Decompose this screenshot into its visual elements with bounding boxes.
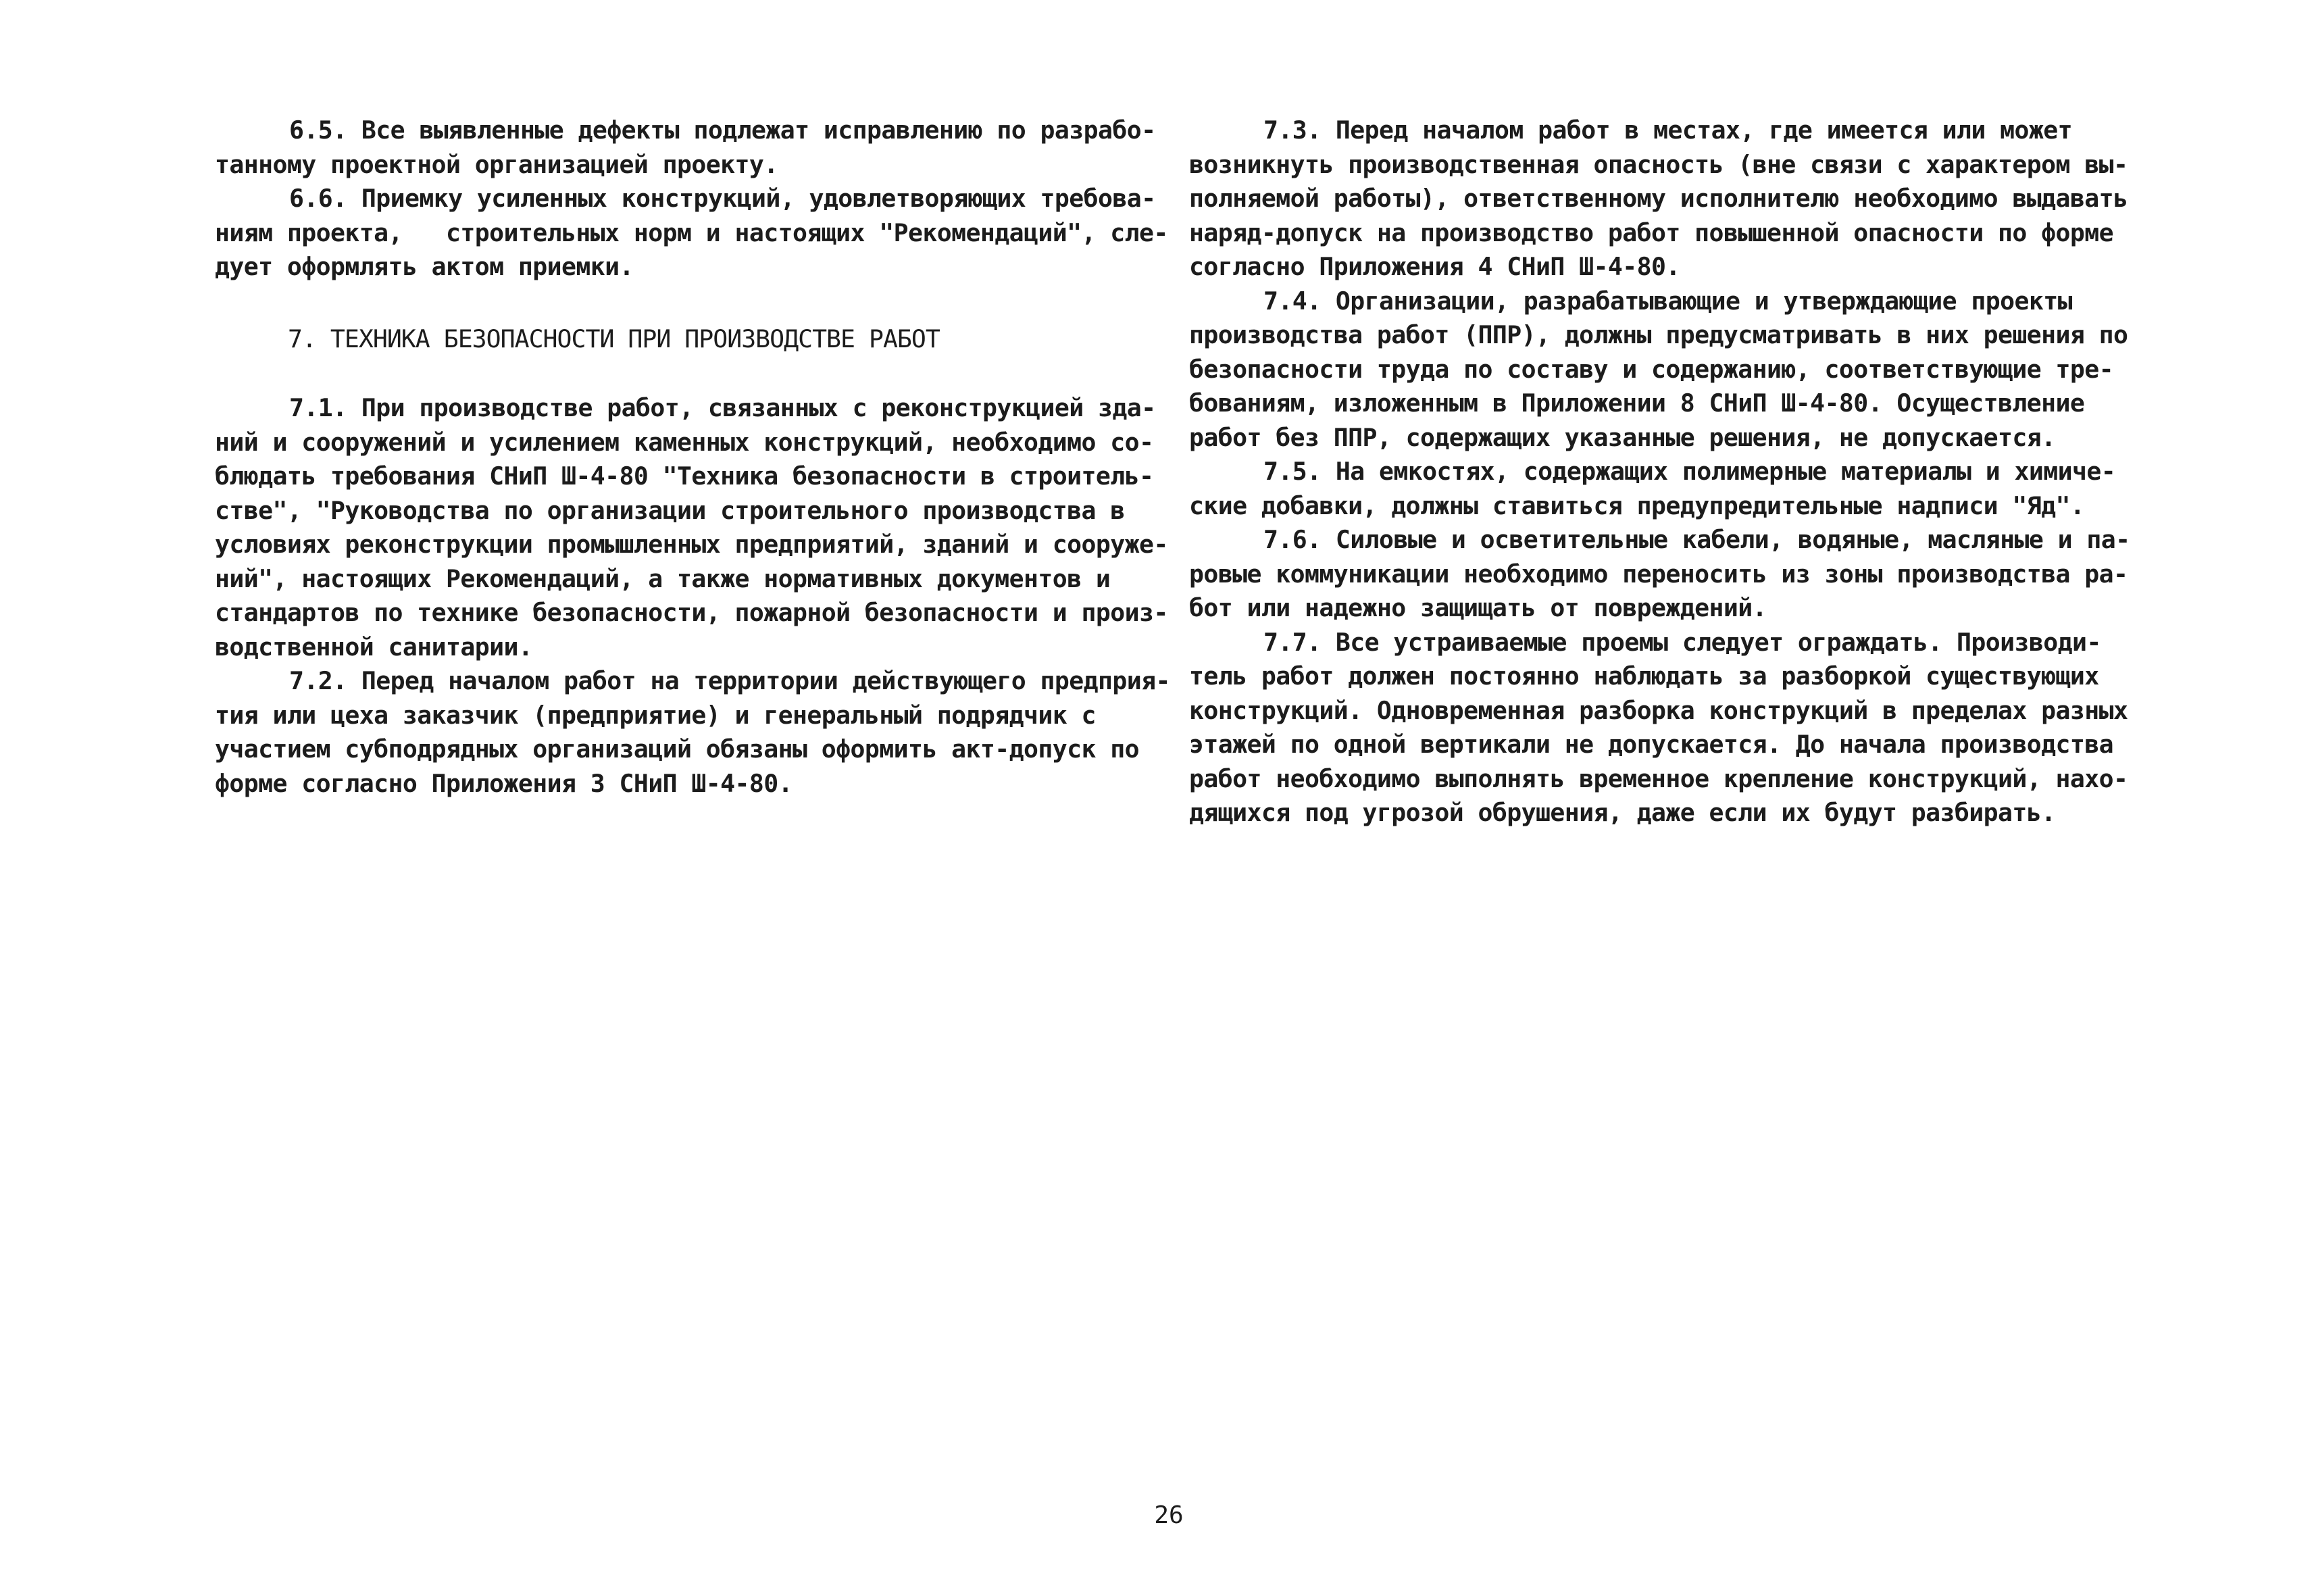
text-line: стандартов по технике безопасности, пожарной безопасности и произ- — [215, 598, 1168, 627]
text-line: стве", "Руководства по организации строительного производства в — [215, 495, 1125, 525]
text-line: водственной санитарии. — [215, 632, 533, 662]
text-line: блюдать требования СНиП Ш-4-80 "Техника безопасности в строитель- — [215, 462, 1154, 491]
text-line: танному проектной организацией проекту. — [215, 149, 778, 179]
text-line: 7.5. На емкостях, содержащих полимерные материалы и химиче- — [1263, 457, 2116, 486]
text-line: безопасности труда по составу и содержанию, соответствующие тре- — [1189, 354, 2113, 384]
text-line: ниям проекта, строительных норм и настоящих "Рекомендаций", сле- — [215, 218, 1168, 247]
text-line: производства работ (ППР), должны предусматривать в них решения по — [1189, 320, 2128, 349]
text-line: дует оформлять актом приемки. — [215, 252, 634, 281]
paragraph-6-6 — [215, 182, 1168, 284]
paragraph-7-1 — [215, 391, 1168, 664]
text-line: 7.6. Силовые и осветительные кабели, водяные, масляные и па- — [1263, 525, 2130, 554]
text-line: полняемой работы), ответственному исполнителю необходимо выдавать — [1189, 184, 2128, 213]
text-line: работ необходимо выполнять временное крепление конструкций, нахо- — [1189, 764, 2128, 793]
paragraph-7-2 — [215, 664, 1170, 801]
text-line: ний и сооружений и усилением каменных конструкций, необходимо со- — [215, 427, 1154, 457]
section-heading: 7. ТЕХНИКА БЕЗОПАСНОСТИ ПРИ ПРОИЗВОДСТВЕ РАБОТ — [288, 324, 940, 353]
text-line: 7.1. При производстве работ, связанных с реконструкцией зда- — [289, 393, 1156, 422]
text-line: 7.3. Перед началом работ в местах, где имеется или может — [1263, 116, 2072, 145]
right-column — [1189, 114, 2130, 830]
text-line: тель работ должен постоянно наблюдать за разборкой существующих — [1189, 662, 2099, 691]
text-line: бот или надежно защищать от повреждений. — [1189, 593, 1767, 622]
text-line: согласно Приложения 4 СНиП Ш-4-80. — [1189, 252, 1680, 281]
text-line: возникнуть производственная опасность (вне связи с характером вы- — [1189, 149, 2128, 179]
text-line: форме согласно Приложения 3 СНиП Ш-4-80. — [215, 768, 793, 798]
text-line: ровые коммуникации необходимо переносить из зоны производства ра- — [1189, 559, 2128, 589]
text-line: дящихся под угрозой обрушения, даже если их будут разбирать. — [1189, 798, 2056, 827]
text-line: 6.6. Приемку усиленных конструкций, удовлетворяющих требова- — [289, 184, 1156, 213]
paragraph-6-5 — [215, 114, 1156, 182]
left-column — [215, 114, 1170, 801]
text-line: 7.2. Перед началом работ на территории действующего предприя- — [289, 666, 1170, 695]
text-line: ний", настоящих Рекомендаций, а также нормативных документов и — [215, 564, 1111, 593]
text-line: тия или цеха заказчик (предприятие) и генеральный подрядчик с — [215, 700, 1096, 730]
text-line: наряд-допуск на производство работ повышенной опасности по форме — [1189, 218, 2113, 247]
paragraph-7-6 — [1189, 523, 2130, 626]
text-line: ские добавки, должны ставиться предупредительные надписи "Яд". — [1189, 491, 2085, 520]
text-line: работ без ППР, содержащих указанные решения, не допускается. — [1189, 422, 2056, 452]
paragraph-7-3 — [1189, 114, 2128, 284]
text-line: конструкций. Одновременная разборка конструкций в пределах разных — [1189, 695, 2128, 725]
text-line: 7.4. Организации, разрабатывающие и утверждающие проекты — [1263, 286, 2072, 316]
text-line: этажей по одной вертикали не допускается. До начала производства — [1189, 730, 2113, 759]
page-number: 26 — [1154, 1501, 1184, 1529]
paragraph-7-4 — [1189, 284, 2128, 455]
text-line: бованиям, изложенным в Приложении 8 СНиП Ш-4-80. Осуществление — [1189, 389, 2085, 418]
paragraph-7-5 — [1189, 455, 2116, 523]
text-line: 6.5. Все выявленные дефекты подлежат исправлению по разрабо- — [289, 116, 1156, 145]
paragraph-7-7 — [1189, 626, 2128, 830]
text-line: условиях реконструкции промышленных предприятий, зданий и сооруже- — [215, 530, 1168, 559]
text-line: участием субподрядных организаций обязаны оформить акт-допуск по — [215, 734, 1139, 764]
text-line: 7.7. Все устраиваемые проемы следует ограждать. Производи- — [1263, 627, 2101, 657]
